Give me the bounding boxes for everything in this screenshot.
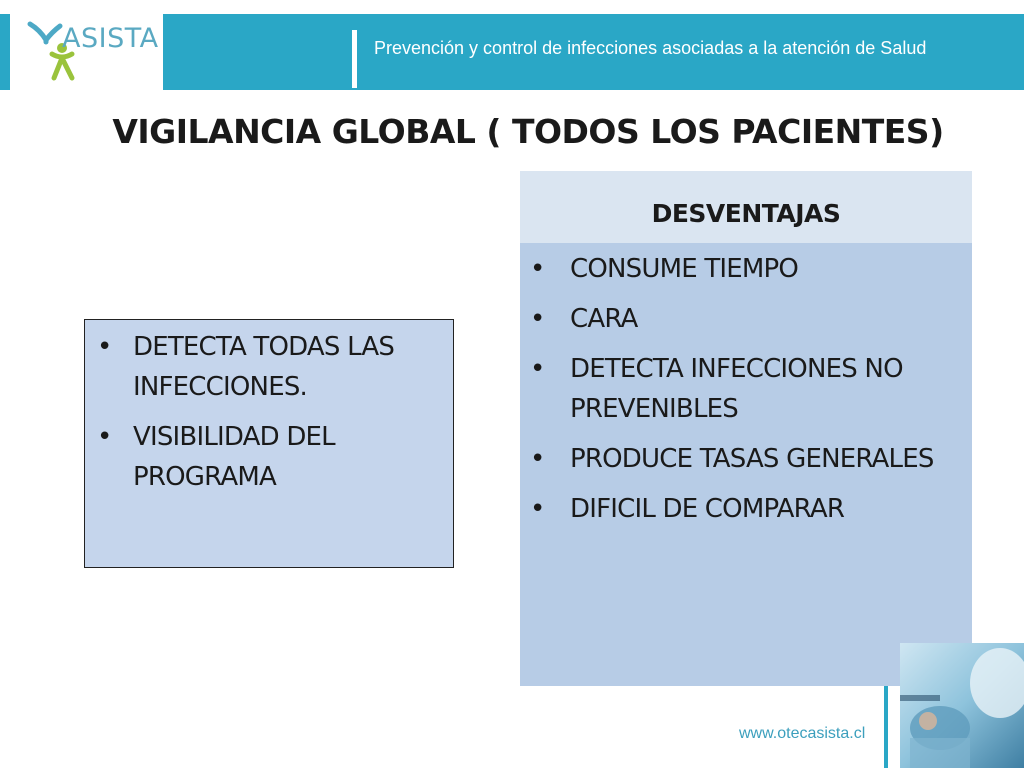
list-item-text: VISIBILIDAD DEL PROGRAMA	[133, 422, 335, 492]
header-divider	[352, 30, 357, 88]
list-item	[530, 299, 960, 339]
list-item	[530, 249, 960, 289]
footer-accent-line	[884, 686, 888, 768]
bullet-icon: •	[530, 254, 545, 284]
list-item-text: DETECTA INFECCIONES NO PREVENIBLES	[570, 354, 903, 424]
disadvantages-box	[520, 243, 972, 686]
disadvantages-heading: DESVENTAJAS	[651, 199, 841, 228]
advantages-box	[84, 319, 454, 568]
website-link[interactable]: www.otecasista.cl	[739, 725, 866, 742]
header-subtitle: Prevención y control de infecciones asociadas a la atención de Salud	[374, 38, 927, 58]
asista-logo	[26, 18, 159, 84]
medical-staff-photo	[900, 643, 1024, 768]
list-item-text: PRODUCE TASAS GENERALES	[570, 444, 934, 474]
list-item-text: CONSUME TIEMPO	[570, 254, 799, 284]
bullet-icon: •	[530, 304, 545, 334]
bullet-icon: •	[97, 422, 112, 452]
list-item-text: DETECTA TODAS LAS INFECCIONES.	[133, 332, 395, 402]
disadvantages-list	[530, 249, 960, 539]
bullet-icon: •	[97, 332, 112, 362]
list-item	[530, 489, 960, 529]
bullet-icon: •	[530, 444, 545, 474]
bullet-icon: •	[530, 354, 545, 384]
logo-text: ASISTA	[62, 23, 159, 54]
advantages-list	[97, 327, 437, 507]
slide-title: VIGILANCIA GLOBAL ( TODOS LOS PACIENTES)	[112, 112, 944, 151]
list-item	[530, 349, 960, 429]
header-left-strip	[0, 14, 10, 90]
list-item-text: DIFICIL DE COMPARAR	[570, 494, 845, 524]
list-item	[97, 327, 437, 407]
bullet-icon: •	[530, 494, 545, 524]
disadvantages-header	[520, 171, 972, 243]
list-item-text: CARA	[570, 304, 638, 334]
surgery-photo-icon	[900, 643, 1024, 768]
list-item	[530, 439, 960, 479]
list-item	[97, 417, 437, 497]
